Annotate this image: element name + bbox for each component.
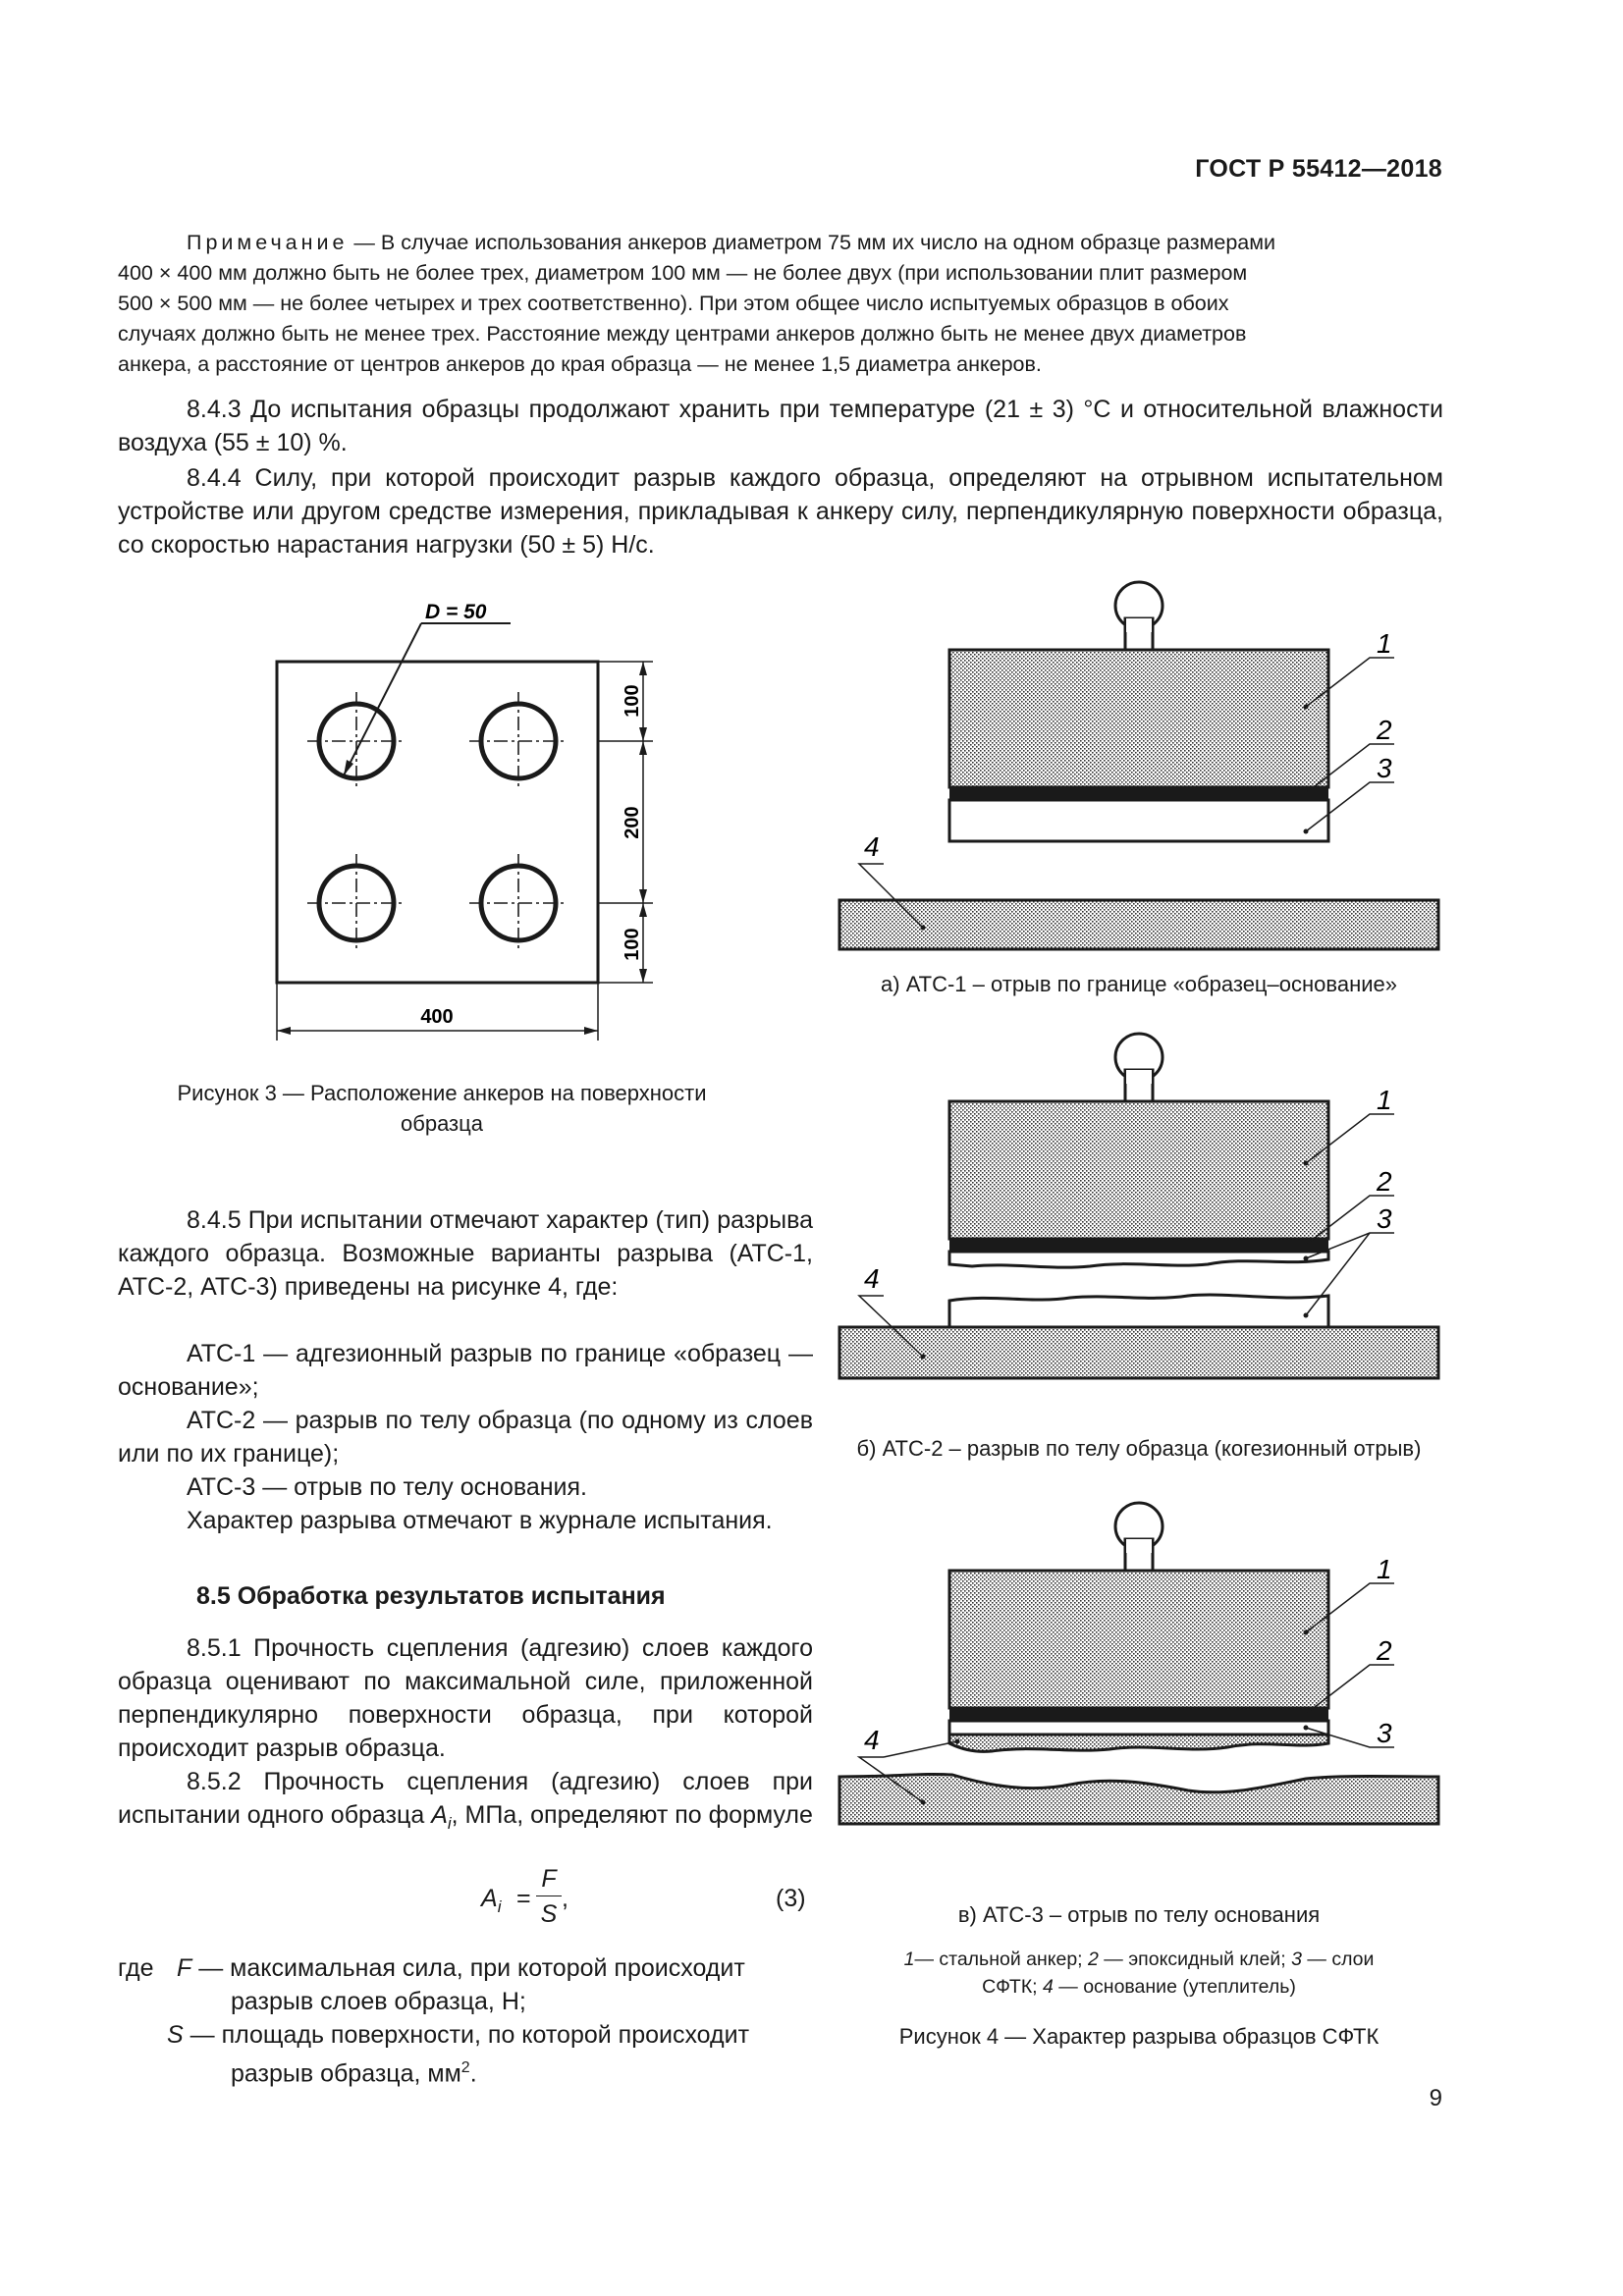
paragraph-8-4-3: 8.4.3 До испытания образцы продолжают хранить при температуре (21 ± 3) °С и относительной влажности воздуха (55 ± 10) %. xyxy=(118,396,1443,456)
section-heading-8-5: 8.5 Обработка результатов испытания xyxy=(196,1582,666,1610)
paragraph-8-5-1: 8.5.1 Прочность сцепления (адгезию) слоев каждого образца оценивают по максимальной силе, приложенной перпендикулярно поверхности образца, при которой происходит разрыв образца. xyxy=(118,1634,813,1762)
note-line: 400 × 400 мм должно быть не более трех, диаметром 100 мм — не более двух (при использовании плит размером xyxy=(118,261,1248,285)
atc3-definition: АТС-3 — отрыв по телу основания. xyxy=(187,1473,588,1501)
leader-line xyxy=(344,623,421,775)
sample-square xyxy=(277,662,598,983)
subfigure-b-caption: б) АТС-2 – разрыв по телу образца (когезионный отрыв) xyxy=(856,1436,1422,1461)
dimension-label: 100 xyxy=(622,928,643,961)
paragraph-8-4-4: 8.4.4 Силу, при которой происходит разрыв каждого образца, определяют на отрывном испытательном устройстве или другом средстве измерения, прикладывая к анкеру силу, перпендикулярную поверхности образца, со скоростью нарастания нагрузки (50 ± 5) Н/с. xyxy=(118,464,1443,559)
note-block xyxy=(118,228,1443,380)
note-line: 500 × 500 мм — не более четырех и трех соответственно). При этом общее число испытуемых образцов в обоих xyxy=(118,292,1229,315)
callout-number: 3 xyxy=(1377,1203,1392,1234)
page-number: 9 xyxy=(1429,2085,1442,2111)
dimension-label: 400 xyxy=(420,1006,454,1028)
callout-number: 4 xyxy=(864,831,880,862)
diameter-label: D = 50 xyxy=(425,601,487,623)
paragraph-8-4-5: 8.4.5 При испытании отмечают характер (тип) разрыва каждого образца. Возможные варианты разрыва (АТС-1, АТС-2, АТС-3) приведены на рисунке 4, где: xyxy=(118,1206,813,1301)
atc3-diagram xyxy=(839,1503,1438,1824)
subfigure-a-caption: а) АТС-1 – отрыв по границе «образец–основание» xyxy=(881,972,1397,996)
note-line: — В случае использования анкеров диаметром 75 мм их число на одном образце размерами xyxy=(348,231,1276,254)
note-line: анкера, а расстояние от центров анкеров до края образца — не менее 1,5 диаметра анкеров. xyxy=(118,352,1042,376)
callout-number: 1 xyxy=(1377,1554,1392,1584)
callout-number: 1 xyxy=(1377,1085,1392,1115)
atc2-definition: АТС-2 — разрыв по телу образца (по одному из слоев или по их границе); xyxy=(118,1407,813,1468)
note-label: Примечание xyxy=(187,231,349,254)
figure-4-legend: 1— стальной анкер; 2 — эпоксидный клей; 3 — слои СФТК; 4 — основание (утеплитель) xyxy=(903,1949,1375,1998)
note-line: случаях должно быть не менее трех. Расстояние между центрами анкеров должно быть не менее двух диаметров xyxy=(118,322,1247,346)
callout-number: 2 xyxy=(1377,1166,1392,1197)
figure-3-caption: Рисунок 3 — Расположение анкеров на поверхности образца xyxy=(177,1081,707,1136)
where-block: где F — максимальная сила, при которой происходит разрыв слоев образца, Н; S — площадь поверхности, по которой происходит разрыв образца, $мм^2$. xyxy=(118,1954,750,2088)
callout-number: 1 xyxy=(1377,628,1392,659)
paragraph-8-5-2: 8.5.2 Прочность сцепления (адгезию) слоев при испытании одного образца $A_i$, МПа, определяют по формуле xyxy=(118,1768,813,1833)
callout-number: 3 xyxy=(1377,753,1392,783)
subfigure-c-caption: в) АТС-3 – отрыв по телу основания xyxy=(957,1902,1321,1927)
callout-number: 2 xyxy=(1377,715,1392,745)
figure-3-drawing xyxy=(118,579,707,1070)
dimension-label: 200 xyxy=(622,806,643,839)
callout-number: 4 xyxy=(864,1725,880,1755)
figure-4-drawing xyxy=(815,569,1463,1944)
atc2-diagram xyxy=(839,1034,1438,1378)
callout-number: 3 xyxy=(1377,1718,1392,1748)
journal-paragraph: Характер разрыва отмечают в журнале испытания. xyxy=(187,1507,773,1534)
dimension-label: 100 xyxy=(622,684,643,718)
callout-number: 2 xyxy=(1377,1635,1392,1666)
callout-number: 4 xyxy=(864,1263,880,1294)
formula-number: (3) xyxy=(776,1885,806,1912)
figure-4-caption: Рисунок 4 — Характер разрыва образцов СФТК xyxy=(898,2024,1380,2049)
document-header: ГОСТ Р 55412—2018 xyxy=(1195,155,1442,183)
atc1-diagram xyxy=(839,582,1438,949)
atc1-definition: АТС-1 — адгезионный разрыв по границе «образец — основание»; xyxy=(118,1340,813,1401)
